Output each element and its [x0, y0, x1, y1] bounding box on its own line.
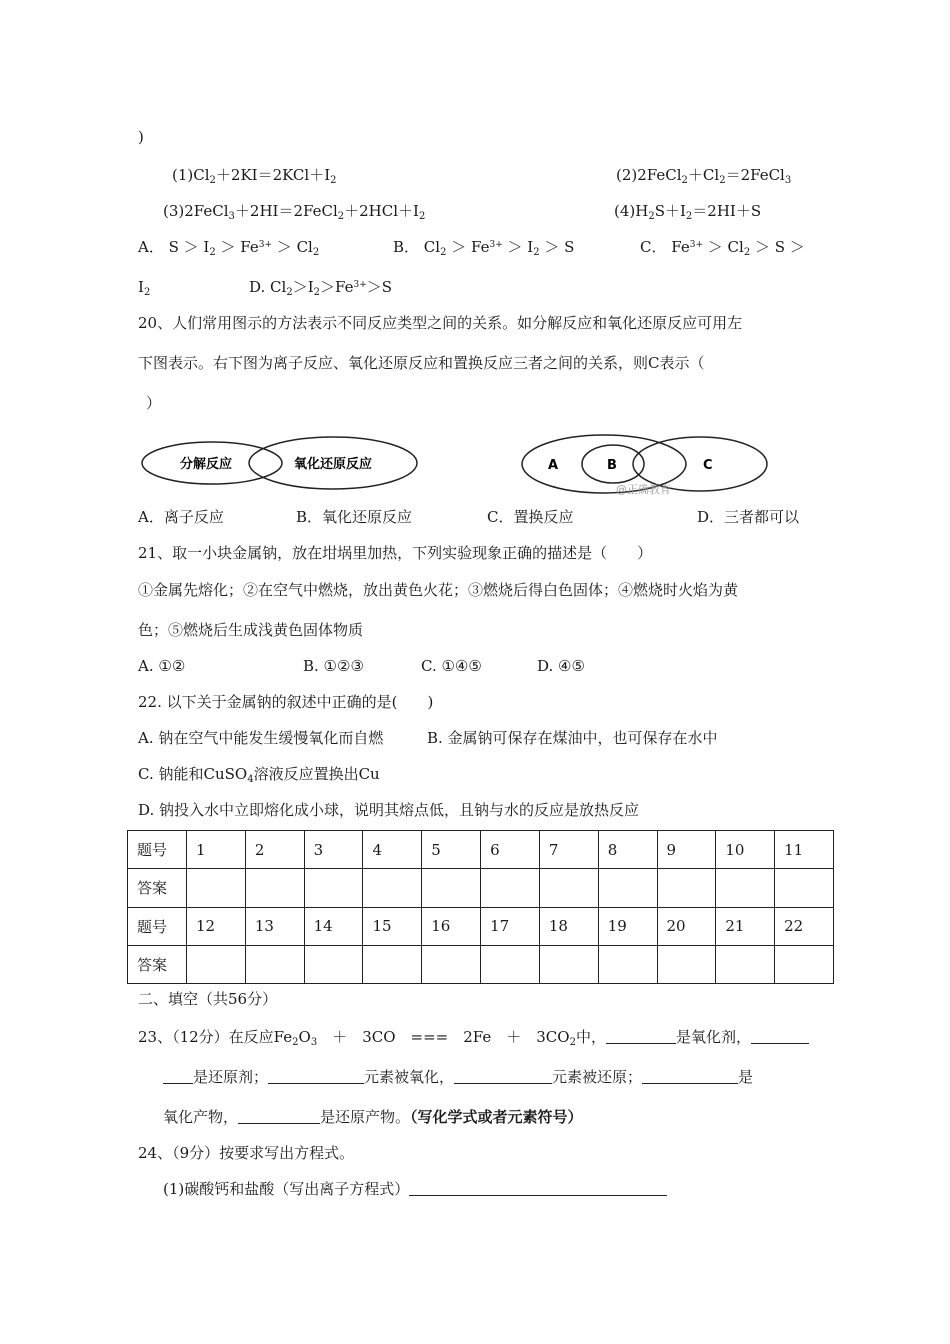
table-cell: 9: [657, 831, 716, 869]
answer-cell[interactable]: [598, 945, 657, 983]
table-cell: 16: [422, 907, 481, 945]
q23-line2: 是还原剂； 元素被氧化， 元素被还原； 是: [163, 1067, 753, 1087]
table-cell: 5: [422, 831, 481, 869]
answer-cell[interactable]: [245, 869, 304, 907]
section-title: 二、填空（共56分）: [138, 990, 278, 1008]
blank-reduction-product[interactable]: [238, 1109, 320, 1124]
table-cell: 22: [775, 907, 834, 945]
q21-stem: 21、取一小块金属钠，放在坩埚里加热，下列实验现象正确的描述是（ ）: [138, 544, 653, 562]
q19-option-d: D. $Cl_2>I_2>Fe^{3+}>S$: [249, 278, 393, 298]
q20-stem-line2: 下图表示。右下图为离子反应、氧化还原反应和置换反应三者之间的关系，则C表示（: [138, 354, 705, 372]
blank-oxidation-product[interactable]: [642, 1069, 738, 1084]
table-cell: 12: [187, 907, 246, 945]
q24-stem: 24、（9分）按要求写出方程式。: [138, 1144, 355, 1162]
q20-option-c: C．置换反应: [487, 508, 574, 526]
q19-reaction-2: $(2)2FeCl_2+Cl_2=2FeCl_3$: [616, 166, 792, 186]
q20-option-d: D．三者都可以: [697, 508, 800, 526]
q20-stem-line1: 20、人们常用图示的方法表示不同反应类型之间的关系。如分解反应和氧化还原反应可用左: [138, 314, 743, 332]
answer-cell[interactable]: [775, 945, 834, 983]
table-cell: 10: [716, 831, 775, 869]
q19-reaction-3: $(3)2FeCl_3+2HI=2FeCl_2+2HCl+I_2$: [163, 202, 426, 222]
q19-continuation: ): [138, 128, 144, 146]
answer-cell[interactable]: [187, 945, 246, 983]
table-cell: 7: [539, 831, 598, 869]
q22-stem: 22. 以下关于金属钠的叙述中正确的是( ): [138, 693, 434, 711]
q23-line1: 23、（12分）在反应$Fe_2O_3$ ＋ 3CO === 2Fe ＋ $3CO_2$中， 是氧化剂，: [138, 1027, 809, 1047]
answer-cell[interactable]: [304, 945, 363, 983]
venn-diagram-right: [520, 430, 770, 500]
q19-option-c: C． $Fe^{3+} > Cl_2 > S$ ＞: [640, 238, 805, 258]
q20-option-a: A．离子反应: [138, 508, 224, 526]
answer-cell[interactable]: [657, 945, 716, 983]
venn-right-label-b: B: [607, 458, 617, 473]
blank-oxidized-element[interactable]: [268, 1069, 364, 1084]
table-cell: 15: [363, 907, 422, 945]
q21-option-a: A. ①②: [138, 657, 186, 675]
q19-option-c-cont: $I_2$: [138, 278, 151, 298]
q21-option-c: C. ①④⑤: [421, 657, 482, 675]
table-row: [128, 869, 834, 907]
q21-line2: ①金属先熔化；②在空气中燃烧，放出黄色火花；③燃烧后得白色固体；④燃烧时火焰为黄: [138, 581, 739, 599]
answer-cell[interactable]: [716, 945, 775, 983]
table-cell-label: 答案: [128, 869, 187, 907]
table-cell: 8: [598, 831, 657, 869]
blank-reducing-agent-end[interactable]: [163, 1069, 193, 1084]
table-cell: 11: [775, 831, 834, 869]
blank-ionic-equation[interactable]: [409, 1181, 667, 1196]
answer-cell[interactable]: [187, 869, 246, 907]
watermark-text: @正确教育: [616, 483, 671, 496]
table-cell: 3: [304, 831, 363, 869]
venn-right-label-c: C: [703, 458, 713, 473]
table-cell: 18: [539, 907, 598, 945]
table-cell: 2: [245, 831, 304, 869]
table-cell: 17: [481, 907, 540, 945]
q22-option-a: A. 钠在空气中能发生缓慢氧化而自燃: [138, 729, 384, 747]
table-cell-label: 题号: [128, 831, 187, 869]
table-cell: 14: [304, 907, 363, 945]
q22-option-c: C. 钠能和CuSO$_4$溶液反应置换出Cu: [138, 765, 380, 785]
blank-reducing-agent-start[interactable]: [751, 1029, 809, 1044]
table-cell: 6: [481, 831, 540, 869]
table-cell: 21: [716, 907, 775, 945]
q24-sub1: (1)碳酸钙和盐酸（写出离子方程式）: [163, 1179, 667, 1199]
venn-left-label-b: 氧化还原反应: [294, 457, 373, 472]
table-cell: 13: [245, 907, 304, 945]
table-cell-label: 答案: [128, 945, 187, 983]
answer-cell[interactable]: [363, 869, 422, 907]
q20-stem-line3: ）: [146, 394, 162, 412]
answer-cell[interactable]: [539, 869, 598, 907]
answer-cell[interactable]: [539, 945, 598, 983]
q20-option-b: B．氧化还原反应: [296, 508, 413, 526]
answer-cell[interactable]: [598, 869, 657, 907]
table-cell: 19: [598, 907, 657, 945]
answer-cell[interactable]: [481, 945, 540, 983]
answer-cell[interactable]: [775, 869, 834, 907]
venn-left-label-a: 分解反应: [180, 457, 233, 472]
answer-cell[interactable]: [245, 945, 304, 983]
venn-right-label-a: A: [548, 458, 559, 473]
answer-cell[interactable]: [481, 869, 540, 907]
answer-cell[interactable]: [657, 869, 716, 907]
table-cell: 1: [187, 831, 246, 869]
q21-option-b: B. ①②③: [303, 657, 364, 675]
answer-cell[interactable]: [304, 869, 363, 907]
q21-option-d: D. ④⑤: [537, 657, 585, 675]
answer-cell[interactable]: [363, 945, 422, 983]
answer-cell[interactable]: [422, 945, 481, 983]
blank-oxidizing-agent[interactable]: [606, 1029, 676, 1044]
blank-reduced-element[interactable]: [454, 1069, 552, 1084]
answer-table: [127, 830, 834, 984]
table-cell: 4: [363, 831, 422, 869]
q19-reaction-1: $(1)Cl_2+2KI=2KCl+I_2$: [172, 166, 337, 186]
q19-option-a: A． $S > I_2 > Fe^{3+} > Cl_2$: [138, 238, 320, 258]
table-row: [128, 831, 834, 869]
q19-reaction-4: $(4)H_2S+I_2=2HI+S$: [614, 202, 762, 222]
answer-cell[interactable]: [716, 869, 775, 907]
q22-option-d: D. 钠投入水中立即熔化成小球，说明其熔点低，且钠与水的反应是放热反应: [138, 801, 640, 819]
q19-option-b: B． $Cl_2 > Fe^{3+} > I_2 > S$: [393, 238, 575, 258]
q21-line3: 色；⑤燃烧后生成浅黄色固体物质: [138, 621, 364, 639]
table-row: [128, 907, 834, 945]
table-cell-label: 题号: [128, 907, 187, 945]
table-row: [128, 945, 834, 983]
table-cell: 20: [657, 907, 716, 945]
q22-option-b: B. 金属钠可保存在煤油中，也可保存在水中: [427, 729, 718, 747]
venn-diagram-left: [140, 432, 430, 494]
q23-line3: 氧化产物， 是还原产物。（写化学式或者元素符号）: [163, 1108, 583, 1126]
answer-cell[interactable]: [422, 869, 481, 907]
